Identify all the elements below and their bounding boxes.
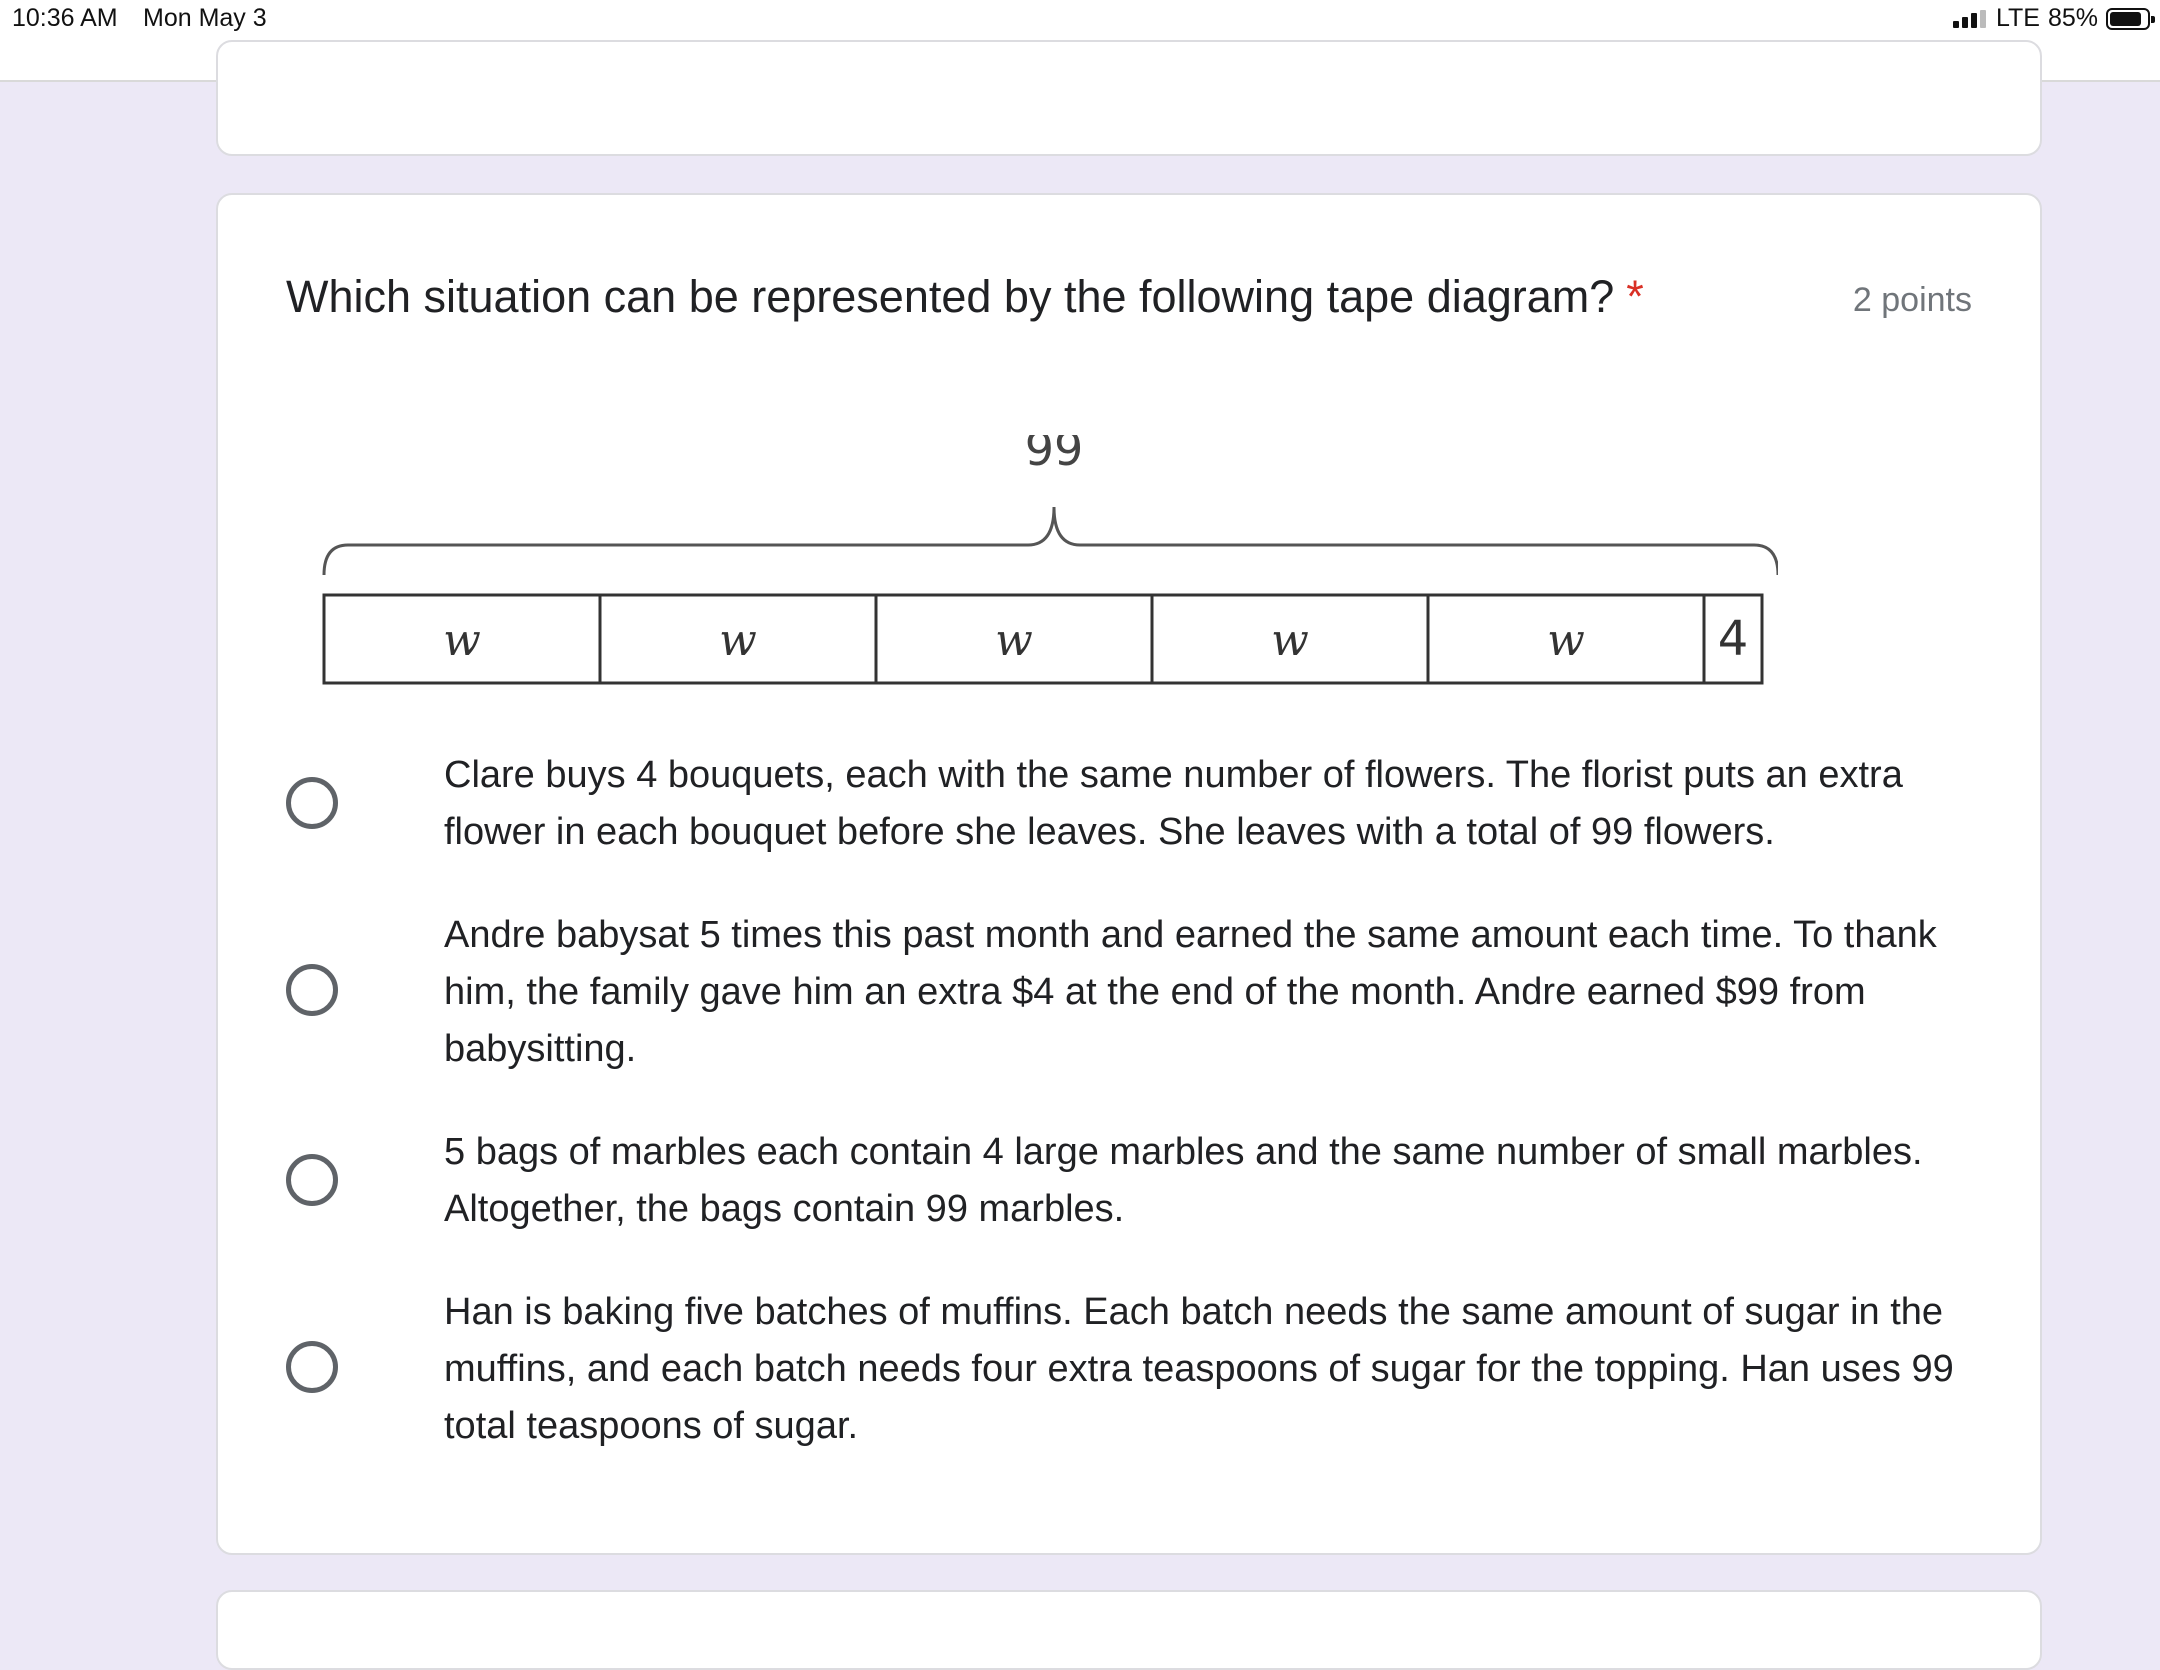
network-label: LTE: [1995, 4, 2040, 32]
tape-segment-label: 4: [1717, 611, 1749, 667]
radio-button[interactable]: [286, 1341, 338, 1393]
battery-percent: 85%: [2047, 4, 2098, 32]
radio-button[interactable]: [286, 1154, 338, 1206]
option-1-text[interactable]: Clare buys 4 bouquets, each with the same number of flowers. The florist puts an extra flower in each bouquet before she leaves. She leaves with a total of 99 flowers.: [444, 754, 1903, 853]
option-3-text[interactable]: 5 bags of marbles each contain 4 large marbles and the same number of small marbles. Altogether, the bags contain 99 marbles.: [444, 1131, 1923, 1230]
tape-diagram-svg: [318, 435, 1778, 695]
radio-button[interactable]: [286, 964, 338, 1016]
tape-segment-label: w: [719, 615, 757, 666]
tape-total-label: 99: [1024, 435, 1084, 476]
tape-segment-label: w: [995, 615, 1033, 666]
signal-icon: [1953, 10, 1986, 28]
battery-icon: [2106, 8, 2150, 30]
required-marker: *: [1626, 271, 1644, 322]
question-title: [286, 271, 1644, 323]
points-label: 2 points: [1852, 281, 1972, 319]
previous-question-card: [216, 40, 2042, 156]
question-text: Which situation can be represented by the following tape diagram?: [286, 271, 1615, 322]
status-date: Mon May 3: [143, 4, 267, 32]
tape-segment-label: w: [1547, 615, 1585, 666]
next-question-card: [216, 1590, 2042, 1670]
radio-button[interactable]: [286, 777, 338, 829]
tape-brace: [324, 507, 1778, 575]
status-time: 10:36 AM: [12, 4, 118, 32]
tape-segment-label: w: [1271, 615, 1309, 666]
option-2-text[interactable]: Andre babysat 5 times this past month and earned the same amount each time. To thank him, the family gave him an extra $4 at the end of the month. Andre earned $99 from babysitting.: [444, 914, 1937, 1070]
tape-segment-label: w: [443, 615, 481, 666]
option-4-text[interactable]: Han is baking five batches of muffins. Each batch needs the same amount of sugar in the muffins, and each batch needs four extra teaspoons of sugar for the topping. Han uses 99 total teaspoons of sugar.: [444, 1291, 1954, 1447]
question-card: [216, 193, 2042, 1555]
battery-fill: [2110, 12, 2141, 26]
status-indicators: [1953, 4, 2150, 33]
tape-diagram: [318, 435, 1778, 700]
